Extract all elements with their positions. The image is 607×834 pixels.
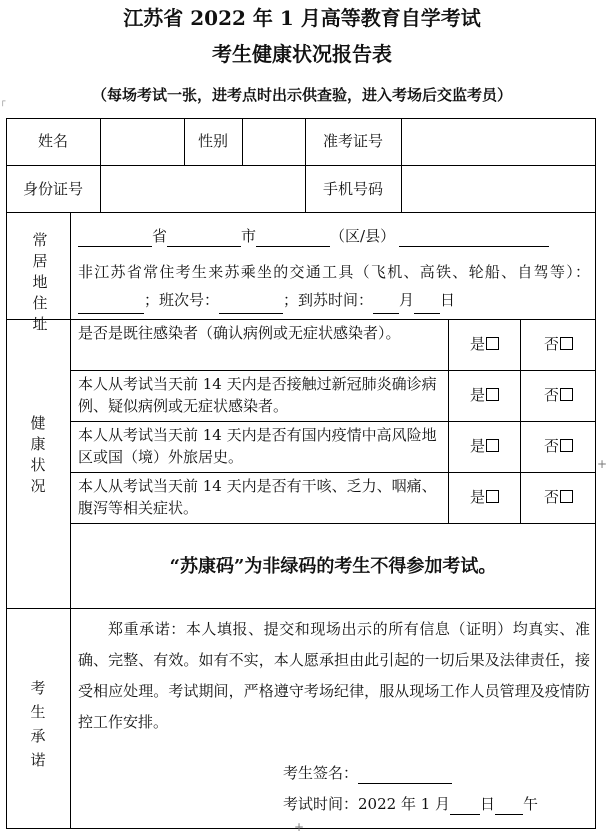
name-label: 姓名 [37,132,68,150]
city-blank[interactable] [167,230,241,247]
name-field[interactable] [101,119,184,165]
health-question-2: 本人从考试当天前 14 天内是否接触过新冠肺炎确诊病例、疑似病例或无症状感染者。 [78,375,437,415]
trip-number-blank[interactable] [219,297,283,314]
exam-time-label: 考试时间：2022 年 1 月 [283,795,451,813]
table-resize-plus-icon[interactable]: + [597,457,607,471]
q2-yes-option[interactable]: 是 [449,384,520,406]
transport-blank[interactable] [78,297,144,314]
table-add-row-plus-icon[interactable]: + [294,820,305,834]
row-divider [70,370,596,371]
checkbox-icon[interactable] [560,439,573,452]
exam-session-label: 午 [523,795,539,813]
layout-corner-marker: ┌ [0,97,6,107]
row-divider [70,523,596,524]
trip-number-label: ；班次号： [144,291,220,309]
exam-session-blank[interactable] [495,798,523,815]
row-divider [6,608,596,609]
arrival-month-blank[interactable] [373,297,399,314]
arrival-time-label: ；到苏时间： [283,291,374,309]
row-divider [6,319,596,320]
q3-no-option[interactable]: 否 [521,435,596,457]
exam-day-label: 日 [480,795,496,813]
health-section-label: 健 康 状 况 [30,414,46,495]
phone-label: 手机号码 [322,180,383,198]
col-divider [70,212,71,829]
city-suffix: 市 [241,227,257,245]
form-title-line2: 考生健康状况报告表 [212,42,392,66]
q2-no-option[interactable]: 否 [521,384,596,406]
arrival-day-label: 日 [440,291,456,309]
district-blank[interactable] [256,230,330,247]
admission-number-label: 准考证号 [322,132,383,150]
gender-label: 性别 [197,132,228,150]
q1-no-option[interactable]: 否 [521,333,596,355]
q1-yes-option[interactable]: 是 [449,333,520,355]
exam-time-line [283,793,593,815]
form-subtitle: （每场考试一张，进考点时出示供查验，进入考场后交监考员） [91,86,512,104]
admission-number-field[interactable] [402,119,595,165]
transport-info [78,258,590,314]
health-question-3: 本人从考试当天前 14 天内是否有国内疫情中高风险地区或国（境）外旅居史。 [78,426,437,466]
district-suffix: （区/县） [330,227,396,245]
id-number-label: 身份证号 [22,180,83,198]
transport-text: 非江苏省常住考生来苏乘坐的交通工具（飞机、高铁、轮船、自驾等）： [78,263,590,281]
checkbox-icon[interactable] [486,337,499,350]
signature-blank[interactable] [358,767,452,784]
health-question-4: 本人从考试当天前 14 天内是否有干咳、乏力、咽痛、腹泻等相关症状。 [78,477,437,517]
q4-yes-option[interactable]: 是 [449,486,520,508]
exam-day-blank[interactable] [450,798,480,815]
pledge-section-label: 考 生 承 诺 [30,679,46,769]
green-code-notice: “苏康码”为非绿码的考生不得参加考试。 [169,556,497,577]
q4-no-option[interactable]: 否 [521,486,596,508]
id-number-field[interactable] [101,166,305,212]
checkbox-icon[interactable] [486,439,499,452]
pledge-text: 郑重承诺：本人填报、提交和现场出示的所有信息（证明）均真实、准确、完整、有效。如有不实，本人愿承担由此引起的一切后果及法律责任，接受相应处理。考试期间，严格遵守考场纪律，服从现场工作人员管理及疫情防控工作安排。 [78,620,590,731]
province-blank[interactable] [78,230,152,247]
checkbox-icon[interactable] [486,388,499,401]
health-question-1: 是否是既往感染者（确认病例或无症状感染者）。 [78,324,401,342]
residence-section-label: 常居 地 住址 [32,231,48,333]
arrival-day-blank[interactable] [414,297,440,314]
checkbox-icon[interactable] [560,388,573,401]
street-blank[interactable] [399,230,549,247]
address-line [78,225,588,247]
signature-label: 考生签名： [283,764,359,782]
gender-field[interactable] [243,119,305,165]
checkbox-icon[interactable] [560,490,573,503]
row-divider [6,212,596,213]
province-suffix: 省 [152,227,168,245]
form-title-line1: 江苏省 2022 年 1 月高等教育自学考试 [123,6,481,30]
checkbox-icon[interactable] [560,337,573,350]
row-divider [70,472,596,473]
phone-field[interactable] [402,166,595,212]
checkbox-icon[interactable] [486,490,499,503]
q3-yes-option[interactable]: 是 [449,435,520,457]
row-divider [70,421,596,422]
signature-line [283,762,583,784]
arrival-month-label: 月 [399,291,415,309]
